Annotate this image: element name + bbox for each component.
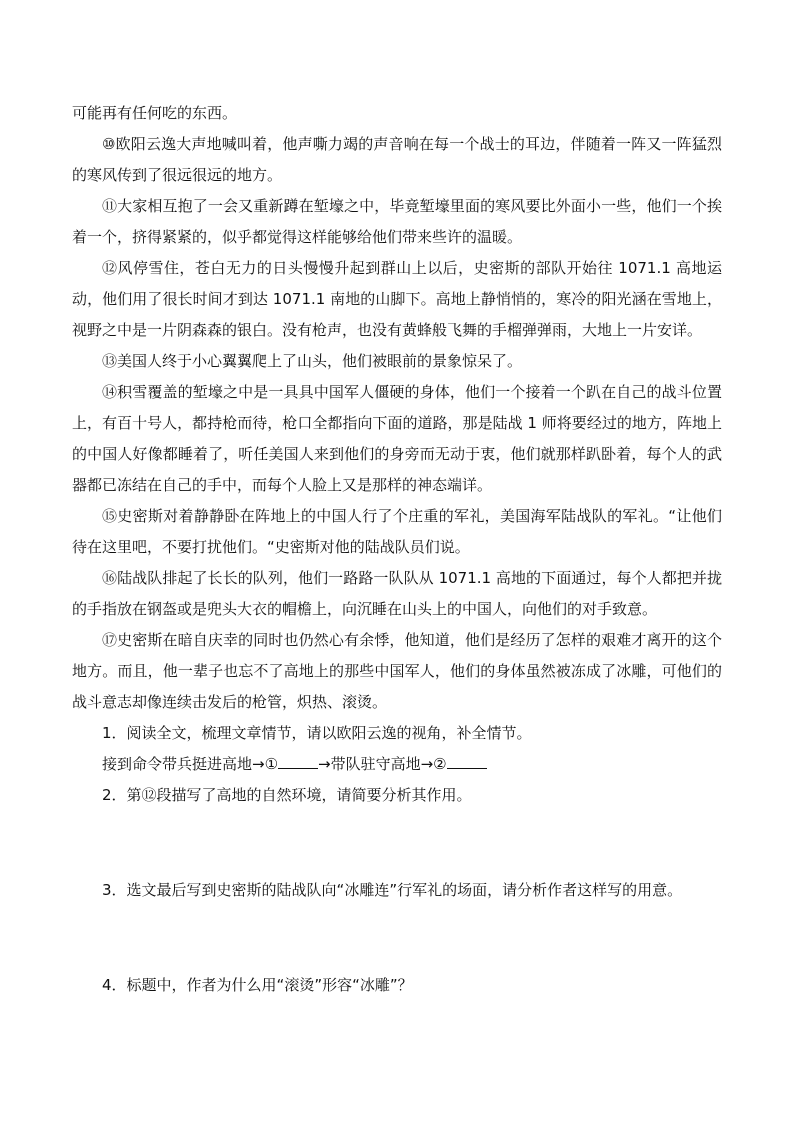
question-1-fill: [72, 749, 722, 780]
question-1-fill-part2: →带队驻守高地→②: [318, 755, 447, 773]
paragraph-17: ⑰史密斯在暗自庆幸的同时也仍然心有余悸，他知道，他们是经历了怎样的艰难才离开的这个地方。而且，他一辈子也忘不了高地上的那些中国军人，他们的身体虽然被冻成了冰雕，可他们的战斗意志却像连续击发后的枪管，炽热、滚烫。: [72, 631, 722, 711]
answer-space-2[interactable]: [72, 811, 722, 875]
paragraph-16: ⑯陆战队排起了长长的队列，他们一路路一队队从 1071.1 高地的下面通过，每个人都把并拢的手指放在钢盔或是兜头大衣的帽檐上，向沉睡在山头上的中国人，向他们的对手致意。: [72, 569, 722, 618]
answer-blank-2[interactable]: [447, 754, 487, 769]
answer-blank-1[interactable]: [278, 754, 318, 769]
question-1: 1．阅读全文，梳理文章情节，请以欧阳云逸的视角，补全情节。: [102, 724, 532, 742]
paragraph-continuation: 可能再有任何吃的东西。: [72, 104, 238, 122]
paragraph-13: ⑬美国人终于小心翼翼爬上了山头，他们被眼前的景象惊呆了。: [102, 352, 523, 370]
question-2: 2．第⑫段描写了高地的自然环境，请简要分析其作用。: [102, 786, 472, 804]
question-4: 4．标题中，作者为什么用“滚烫”形容“冰雕”？: [102, 976, 413, 994]
paragraph-14: ⑭积雪覆盖的堑壕之中是一具具中国军人僵硬的身体，他们一个接着一个趴在自己的战斗位置上，有百十号人，都持枪而待，枪口全都指向下面的道路，那是陆战 1 师将要经过的地方，阵地上的中国人好像都睡着了，听任美国人来到他们的身旁而无动于衷，他们就那样趴卧着，每个人的武器都已冻结在自己的手中，而每个人脸上又是那样的神态端详。: [72, 383, 722, 494]
paragraph-12: ⑫风停雪住，苍白无力的日头慢慢升起到群山上以后，史密斯的部队开始往 1071.1 高地运动，他们用了很长时间才到达 1071.1 南地的山脚下。高地上静悄悄的，寒冷的阳光涵在雪地上，视野之中是一片阴森森的银白。没有枪声，也没有黄蜂般飞舞的手榴弹弹雨，大地上一片安详。: [72, 259, 722, 339]
paragraph-10: ⑩欧阳云逸大声地喊叫着，他声嘶力竭的声音响在每一个战士的耳边，伴随着一阵又一阵猛烈的寒风传到了很远很远的地方。: [72, 135, 722, 184]
document-page: [72, 98, 722, 1001]
question-3: 3．选文最后写到史密斯的陆战队向“冰雕连”行军礼的场面，请分析作者这样写的用意。: [102, 881, 683, 899]
paragraph-15: ⑮史密斯对着静静卧在阵地上的中国人行了个庄重的军礼，美国海军陆战队的军礼。“让他们待在这里吧，不要打扰他们。“史密斯对他的陆战队员们说。: [72, 507, 722, 556]
paragraph-11: ⑪大家相互抱了一会又重新蹲在堑壕之中，毕竟堑壕里面的寒风要比外面小一些，他们一个挨着一个，挤得紧紧的，似乎都觉得这样能够给他们带来些许的温暖。: [72, 197, 722, 246]
question-1-fill-part1: 接到命令带兵挺进高地→①: [102, 755, 279, 773]
answer-space-3[interactable]: [72, 906, 722, 970]
